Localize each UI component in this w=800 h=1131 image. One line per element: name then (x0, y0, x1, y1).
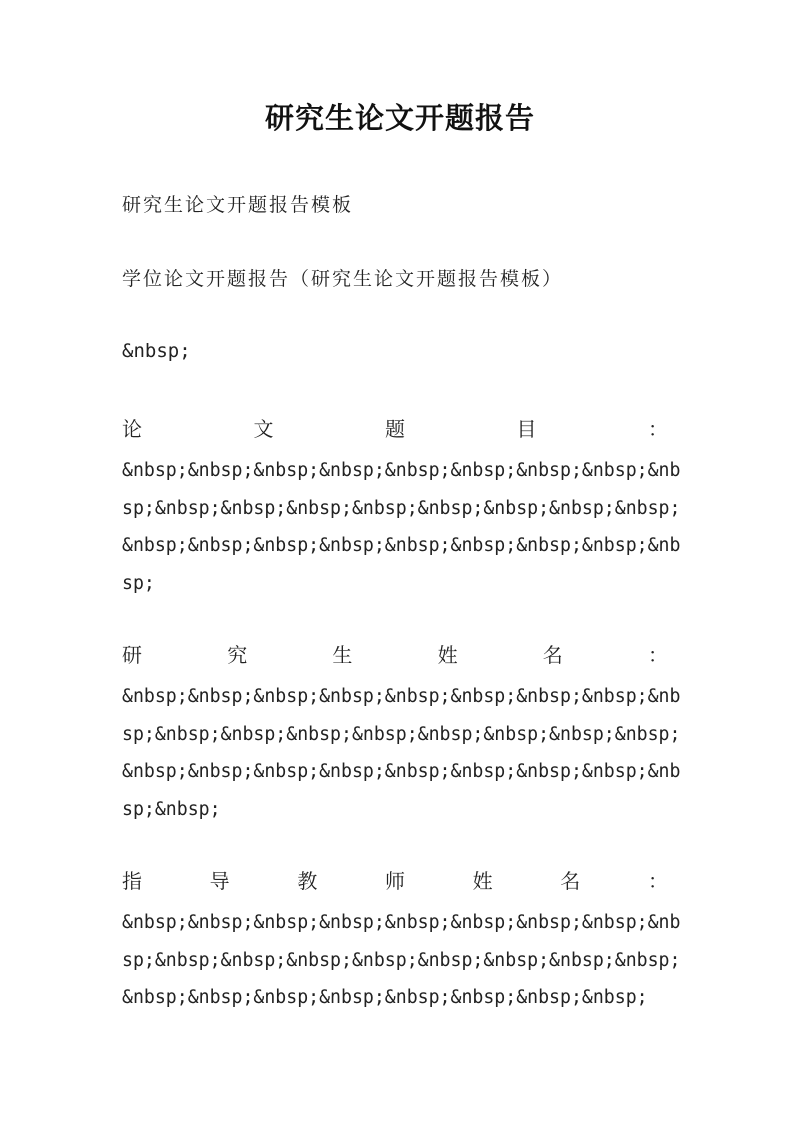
field-value-line: sp; (122, 572, 155, 594)
field-value-line: &nbsp;&nbsp;&nbsp;&nbsp;&nbsp;&nbsp;&nbsp;&nbsp;&nb (122, 460, 681, 481)
field-value-line: &nbsp;&nbsp;&nbsp;&nbsp;&nbsp;&nbsp;&nbsp;&nbsp;&nb (122, 535, 681, 556)
label-char: 究 (227, 643, 248, 667)
field-value-line: &nbsp;&nbsp;&nbsp;&nbsp;&nbsp;&nbsp;&nbsp;&nbsp; (122, 987, 648, 1008)
label-char: 教 (297, 869, 318, 893)
paragraph-report-heading: 学位论文开题报告（研究生论文开题报告模板） (122, 268, 564, 290)
label-char: 文 (253, 417, 274, 441)
label-char: 姓 (437, 643, 458, 667)
paragraph-template-name: 研究生论文开题报告模板 (122, 194, 354, 216)
label-char: 师 (384, 869, 405, 893)
field-value-line: sp;&nbsp;&nbsp;&nbsp;&nbsp;&nbsp;&nbsp;&nbsp;&nbsp; (122, 723, 681, 745)
field-thesis-title (122, 414, 681, 602)
field-value-line: sp;&nbsp;&nbsp;&nbsp;&nbsp;&nbsp;&nbsp;&nbsp;&nbsp; (122, 949, 681, 971)
label-char: 导 (209, 869, 230, 893)
field-value-line: sp;&nbsp; (122, 798, 221, 820)
label-char: 姓 (472, 869, 493, 893)
field-advisor-name (122, 866, 681, 1017)
label-char: 论 (122, 417, 142, 441)
field-label (122, 414, 668, 452)
field-label (122, 640, 668, 678)
label-char: 题 (385, 417, 405, 441)
field-student-name (122, 640, 681, 828)
field-value-line: &nbsp;&nbsp;&nbsp;&nbsp;&nbsp;&nbsp;&nbsp;&nbsp;&nb (122, 912, 681, 933)
label-char: 名 (542, 643, 563, 667)
label-char: 生 (332, 643, 353, 667)
field-value-line: sp;&nbsp;&nbsp;&nbsp;&nbsp;&nbsp;&nbsp;&nbsp;&nbsp; (122, 497, 681, 519)
field-value-line: &nbsp;&nbsp;&nbsp;&nbsp;&nbsp;&nbsp;&nbsp;&nbsp;&nb (122, 761, 681, 782)
label-colon: ： (647, 643, 668, 667)
document-title: 研究生论文开题报告 (264, 101, 535, 135)
label-char: 目 (516, 417, 537, 441)
label-colon: ： (647, 869, 668, 893)
paragraph-nbsp: &nbsp; (122, 340, 191, 362)
field-label (122, 866, 668, 904)
label-colon: ： (648, 417, 668, 441)
label-char: 研 (122, 643, 142, 667)
label-char: 指 (122, 869, 142, 893)
field-value-line: &nbsp;&nbsp;&nbsp;&nbsp;&nbsp;&nbsp;&nbsp;&nbsp;&nb (122, 686, 681, 707)
label-char: 名 (560, 869, 581, 893)
